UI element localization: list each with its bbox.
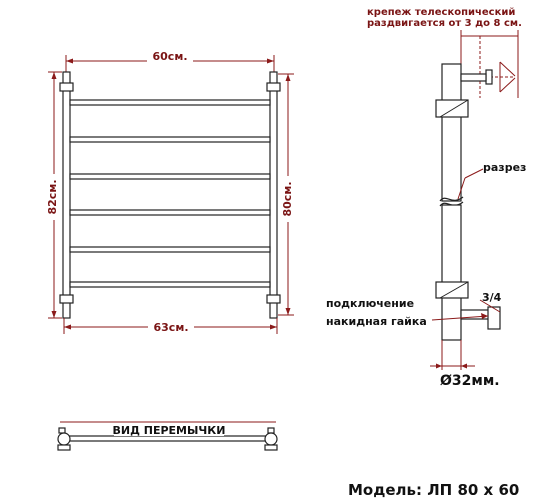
top-width-label: 60см. (152, 50, 188, 63)
lower-pipe (442, 205, 461, 340)
model-label: Модель: ЛП 80 х 60 (348, 481, 520, 499)
jumper-left-fitting (58, 428, 70, 450)
bottom-width-label: 63см. (153, 321, 189, 334)
right-side-bar (270, 72, 277, 318)
right-height-dimension (278, 74, 295, 315)
pipe-diameter-label: Ø32мм. (440, 373, 500, 389)
crossbar-3 (70, 174, 270, 179)
mount-note-line1: крепеж телескопический (367, 7, 516, 18)
upper-pipe (442, 64, 461, 201)
left-bottom-cap (60, 295, 73, 303)
connection-label-line2: накидная гайка (326, 315, 427, 328)
section-label: разрез (483, 161, 527, 174)
mount-note-line2: раздвигается от 3 до 8 см. (367, 18, 522, 29)
right-bottom-cap (267, 295, 280, 303)
crossbar-1 (70, 100, 270, 105)
top-width-dimension (66, 48, 274, 72)
connection-label-line1: подключение (326, 297, 415, 310)
crossbar-5 (70, 247, 270, 252)
jumper-right-fitting (265, 428, 277, 450)
left-height-dimension (44, 72, 62, 318)
right-height-label: 80см. (281, 181, 294, 217)
left-side-bar (63, 72, 70, 318)
crossbar-2 (70, 137, 270, 142)
crossbar-6 (70, 282, 270, 287)
left-height-label: 82см. (46, 179, 59, 215)
jumper-view (58, 422, 277, 450)
front-view (44, 48, 295, 335)
crossbar-4 (70, 210, 270, 215)
crossbars (70, 100, 270, 287)
jumper-view-label: ВИД ПЕРЕМЫЧКИ (112, 424, 226, 437)
union-nut (488, 307, 500, 329)
right-top-cap (267, 83, 280, 91)
side-view (326, 7, 526, 389)
bottom-width-dimension (64, 318, 277, 335)
thread-size-label: 3/4 (482, 291, 502, 304)
left-top-cap (60, 83, 73, 91)
